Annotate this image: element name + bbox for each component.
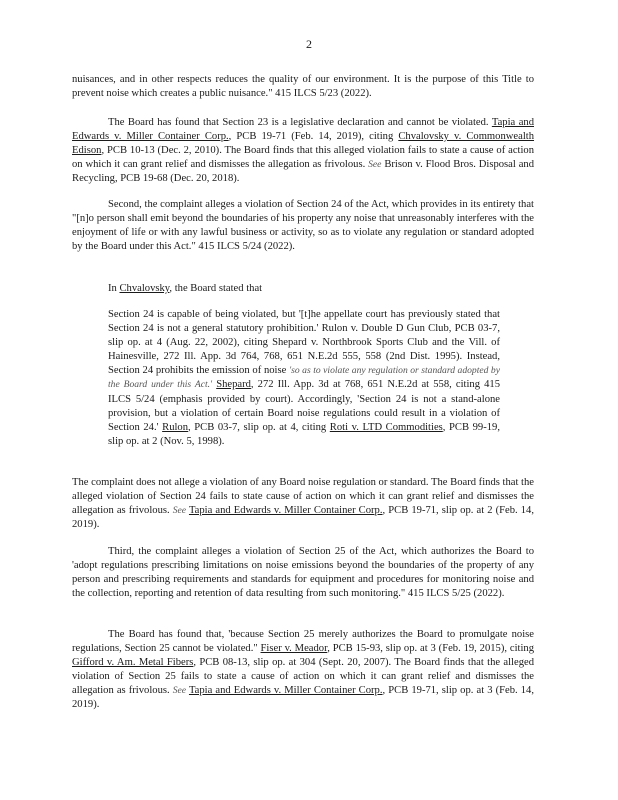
paragraph-text: Third, the complaint alleges a violation of Section 25 of the Act, which authorizes the Board to 'adopt regulations prescribing limitations on noise emissions beyond the boundaries of the property of any person and prescribing requirements and standards for equipment and procedures for monitoring noise and the collection, reporting and retention of data resulting from such monitoring." 415 ILCS 5/25 (2022). — [72, 546, 534, 600]
paragraph-chvalovsky-intro — [72, 282, 534, 296]
paragraph-text: The complaint does not allege a violation of any Board noise regulation or standard. The Board finds that the alleged violation of Section 24 fails to state cause of action on which it can grant relief and dismisses the allegation as frivolous. — [72, 477, 534, 517]
case-citation: Chvalovsky v. Commonwealth Edison — [72, 131, 535, 157]
case-citation: Tapia and Edwards v. Miller Container Corp. — [188, 685, 383, 697]
quote-italic: 'so as to violate any regulation or standard adopted by the Board under this Act.' — [108, 365, 500, 391]
paragraph-text: , PCB 19-71, slip op. at 3 (Feb. 14, 2019). — [72, 685, 534, 711]
paragraph-text: , the Board stated that — [169, 283, 263, 294]
signal-see: See — [172, 505, 187, 517]
block-quote — [108, 308, 500, 449]
paragraph-text: , PCB 08-13, slip op. at 304 (Sept. 20, 2007). The Board finds that the alleged violation of Section 25 fails to state a cause of action on which it can grant relief and dismisses the allegation as frivolous. — [72, 657, 534, 697]
paragraph-nuisance-purpose — [72, 73, 534, 101]
paragraph-section-23 — [72, 116, 534, 186]
paragraph-text: Second, the complaint alleges a violation of Section 24 of the Act, which provides in its entirety that "[n]o person shall emit beyond the boundaries of his property any noise that unreasonably interferes with the enjoyment of life or with any lawful business or activity, so as to violate any regulation or standard adopted by the Board under this Act." 415 ILCS 5/24 (2022). — [72, 199, 534, 253]
paragraph-text: , PCB 19-71 (Feb. 14, 2019), citing — [228, 131, 394, 143]
paragraph-text: In — [108, 283, 117, 294]
paragraph-text: The Board has found that Section 23 is a legislative declaration and cannot be violated. — [108, 117, 489, 128]
case-citation: Fiser v. Meador — [260, 643, 328, 655]
paragraph-text: , PCB 19-71, slip op. at 2 (Feb. 14, 2019). — [72, 505, 534, 531]
paragraph-text: The Board has found that, 'because Section 25 merely authorizes the Board to promulgate noise regulations, Section 25 cannot be violated." — [72, 629, 534, 655]
quote-text: , PCB 03-7, slip op. at 4, citing — [188, 421, 327, 433]
case-citation: Tapia and Edwards v. Miller Container Corp. — [72, 117, 534, 143]
paragraph-text: , PCB 15-93, slip op. at 3 (Feb. 19, 2015), citing — [327, 643, 535, 655]
quote-text: Section 24 is capable of being violated, but '[t]he appellate court has previously stated that Section 24 is not a general statutory prohibition.' Rulon v. Double D Gun Club, PCB 03-7, slip op. at 4 (Aug. 22, 2002), citing Shepard v. Northbrook Sports Club and the Vill. of Hainesville, 272 Ill. App. 3d 764, 768, 651 N.E.2d 555, 558 (2nd Dist. 1995). Instead, Section 24 prohibits the emission of noise — [108, 309, 500, 377]
case-citation: Chvalovsky — [119, 283, 170, 294]
quote-text: , 272 Ill. App. 3d at 768, 651 N.E.2d at 558, citing 415 ILCS 5/24 (emphasis provided by court). Accordingly, 'Section 24 is not a stand-alone provision, but a violation of certain Board noise regulations could result in a violation of Section 24.' — [108, 379, 500, 433]
case-citation: Shepard — [216, 379, 251, 391]
paragraph-section-24 — [72, 198, 534, 254]
case-citation: Roti v. LTD Commodities — [329, 421, 443, 433]
paragraph-section-25 — [72, 545, 534, 601]
paragraph-section-25-conclusion — [72, 628, 534, 713]
case-citation: Rulon — [162, 421, 189, 433]
paragraph-section-24-conclusion — [72, 476, 534, 532]
case-citation: Gifford v. Am. Metal Fibers — [72, 657, 194, 669]
quote-text: , PCB 99-19, slip op. at 2 (Nov. 5, 1998). — [108, 421, 500, 447]
signal-see: See — [172, 685, 187, 697]
paragraph-text: nuisances, and in other respects reduces the quality of our environment. It is the purpose of this Title to prevent noise which creates a public nuisance." 415 ILCS 5/23 (2022). — [72, 74, 534, 100]
page-number: 2 — [306, 37, 312, 51]
paragraph-text: Brison v. Flood Bros. Disposal and Recycling, PCB 19-68 (Dec. 20, 2018). — [72, 159, 535, 185]
case-citation: Tapia and Edwards v. Miller Container Corp. — [188, 505, 383, 517]
paragraph-text: , PCB 10-13 (Dec. 2, 2010). The Board finds that this alleged violation fails to state a cause of action on which it can grant relief and dismisses the allegation as frivolous. — [72, 145, 534, 171]
signal-see: See — [368, 159, 382, 171]
